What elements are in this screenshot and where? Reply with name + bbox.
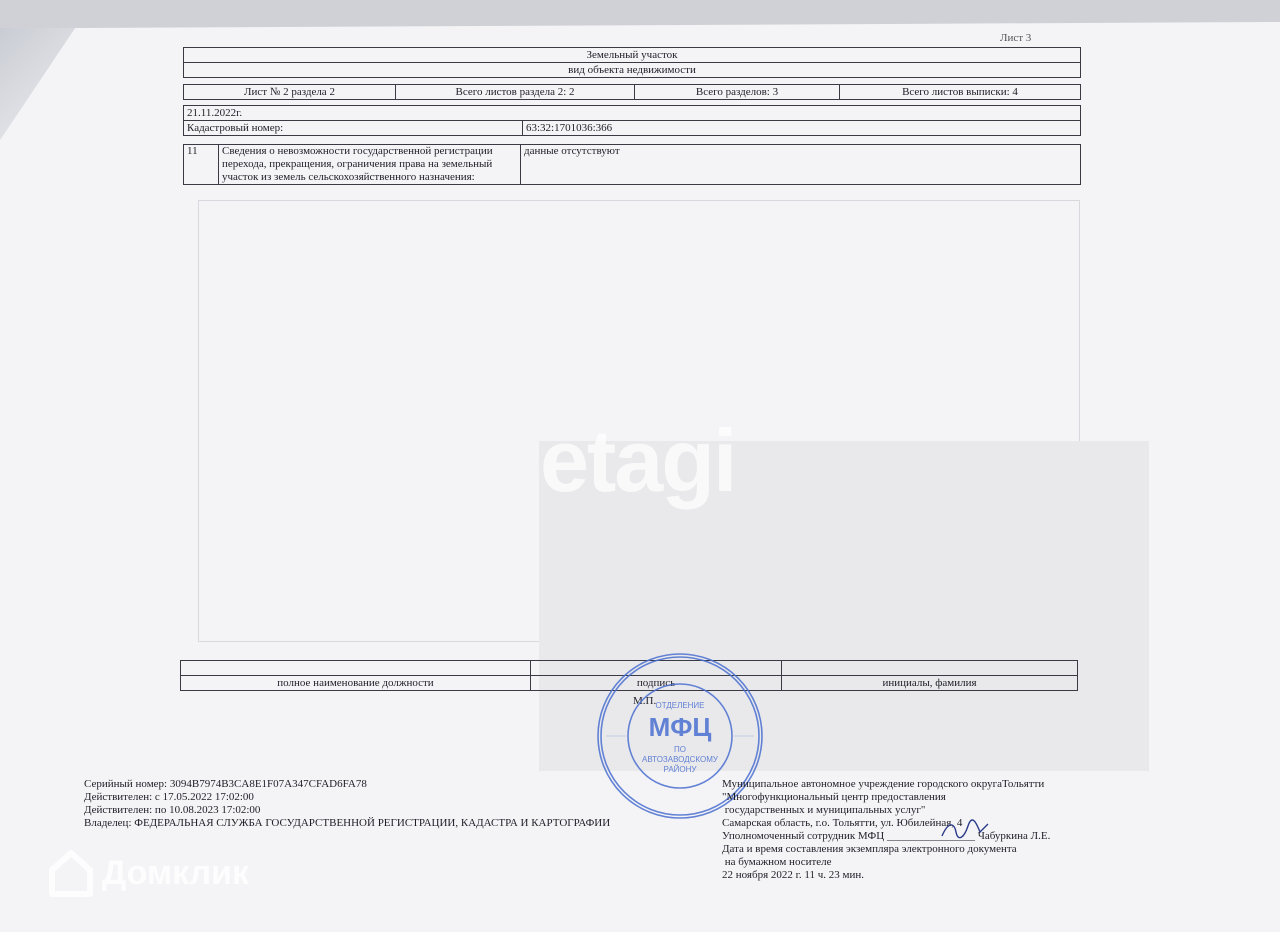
certificate-info	[84, 778, 610, 830]
record-table	[183, 144, 1081, 185]
total-sheets-section: Всего листов раздела 2: 2	[396, 85, 635, 100]
name-caption: инициалы, фамилия	[782, 676, 1078, 691]
etagi-watermark: etagi	[540, 411, 736, 510]
certificate-valid-to: Действителен: по 10.08.2023 17:02:00	[84, 804, 261, 816]
issuer-line7: на бумажном носителе	[722, 856, 832, 868]
signature-caption: подпись	[531, 676, 782, 691]
sheet-number: Лист 3	[1000, 32, 1032, 44]
issuer-line6: Дата и время составления экземпляра электронного документа	[722, 843, 1017, 855]
issuer-info	[722, 778, 1050, 882]
cadastral-table	[183, 105, 1081, 136]
handwritten-signature	[940, 818, 990, 840]
total-sections: Всего разделов: 3	[635, 85, 840, 100]
date: 21.11.2022г.	[184, 106, 1081, 121]
issuer-line1: Муниципальное автономное учреждение городского округаТольятти	[722, 778, 1045, 790]
domclick-label: Домклик	[102, 853, 250, 892]
cadastral-number: 63:32:1701036:366	[523, 121, 1081, 136]
certificate-owner: Владелец: ФЕДЕРАЛЬНАЯ СЛУЖБА ГОСУДАРСТВЕННОЙ РЕГИСТРАЦИИ, КАДАСТРА И КАРТОГРАФИИ	[84, 817, 611, 829]
issuer-line3: государственных и муниципальных услуг"	[722, 804, 926, 816]
stamp-district2: РАЙОНУ	[663, 765, 697, 774]
stamp-department: ОТДЕЛЕНИЕ	[655, 701, 705, 710]
issuer-line8: 22 ноября 2022 г. 11 ч. 23 мин.	[722, 869, 865, 881]
house-icon	[48, 848, 94, 898]
issuer-line2: "Многофункциональный центр предоставления	[722, 791, 946, 803]
stamp-center: МФЦ	[648, 712, 712, 742]
issuer-line5: Уполномоченный сотрудник МФЦ ________________ Чабуркина Л.Е.	[722, 830, 1051, 842]
position-caption: полное наименование должности	[181, 676, 531, 691]
issuer-line4: Самарская область, г.о. Тольятти, ул. Юбилейная, 4	[722, 817, 963, 829]
stamp-by: ПО	[674, 745, 686, 754]
domclick-watermark	[48, 848, 249, 898]
total-sheets-extract: Всего листов выписки: 4	[840, 85, 1081, 100]
object-type-table	[183, 47, 1081, 78]
object-type: Земельный участок	[184, 48, 1081, 63]
cadastral-label: Кадастровый номер:	[184, 121, 523, 136]
stamp-district: АВТОЗАВОДСКОМУ	[642, 755, 718, 764]
section-info-table	[183, 84, 1081, 100]
sheet-of-section: Лист № 2 раздела 2	[184, 85, 396, 100]
row-value: данные отсутствуют	[521, 145, 1081, 185]
row-label: Сведения о невозможности государственной регистрации перехода, прекращения, ограничения права на земельный участок из земель сельскохозяйственного назначения:	[219, 145, 521, 185]
seal-label: М.П.	[633, 695, 657, 707]
certificate-serial: Серийный номер: 3094B7974B3CA8E1F07A347CFAD6FA78	[84, 778, 367, 790]
object-type-caption: вид объекта недвижимости	[184, 63, 1081, 78]
row-number: 11	[184, 145, 219, 185]
certificate-valid-from: Действителен: с 17.05.2022 17:02:00	[84, 791, 254, 803]
